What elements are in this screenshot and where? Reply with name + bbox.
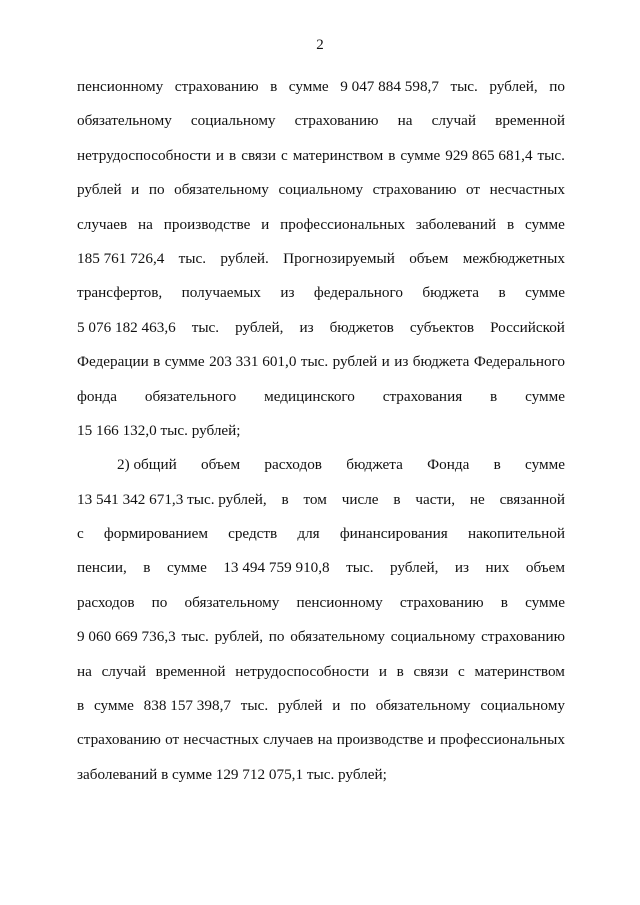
text-word: временной: [155, 662, 226, 680]
text-line: [77, 689, 565, 723]
text-word: объем: [201, 456, 241, 474]
text-word: и: [427, 731, 436, 749]
text-word: средств: [228, 525, 278, 543]
text-word: сумме: [525, 456, 565, 474]
text-word: тыс.: [178, 249, 207, 267]
text-word: 13 494 759 910,8: [223, 559, 330, 577]
text-word: 838 157 398,7: [143, 697, 231, 715]
text-word: и: [332, 697, 341, 715]
text-word: числе: [341, 490, 379, 508]
text-word: тыс.: [450, 78, 478, 95]
text-word: Федерального: [473, 353, 565, 371]
text-word: медицинского: [264, 387, 355, 405]
text-word: рублей: [77, 181, 122, 199]
text-line: [77, 139, 565, 173]
text-word: связанной: [499, 490, 565, 508]
text-word: сумме: [164, 353, 205, 371]
text-word: тыс.: [300, 353, 329, 371]
text-word: бюджета: [346, 456, 403, 474]
text-word: случаев: [263, 731, 314, 749]
text-line: [77, 620, 565, 654]
text-word: тыс.: [191, 318, 220, 336]
text-word: случай: [431, 112, 477, 130]
text-word: в: [396, 662, 404, 680]
text-line: [77, 242, 565, 276]
text-line: [77, 414, 565, 448]
text-word: несчастных: [489, 181, 565, 199]
text-line: [77, 483, 565, 517]
text-word: по: [151, 593, 168, 611]
text-word: временной: [495, 112, 565, 130]
text-word: производстве: [336, 731, 424, 749]
text-word: том: [303, 490, 327, 508]
text-word: от: [465, 181, 481, 199]
text-word: производстве: [163, 215, 251, 233]
text-line: [77, 311, 565, 345]
text-word: из: [299, 318, 314, 336]
text-word: накопительной: [467, 525, 565, 543]
text-word: части,: [415, 490, 456, 508]
text-word: для: [297, 525, 320, 543]
text-word: рублей.: [220, 249, 269, 267]
text-word: не: [469, 490, 485, 508]
text-word: по: [148, 181, 165, 199]
text-word: от: [165, 731, 180, 749]
text-word: случаев: [77, 215, 128, 233]
text-word: обязательному: [174, 181, 269, 199]
page-number: 2: [316, 37, 324, 53]
text-word: сумме: [288, 78, 329, 95]
text-word: обязательному: [290, 628, 386, 646]
text-word: обязательному: [184, 593, 280, 611]
text-word: рублей: [332, 353, 378, 371]
text-word: пенсионному: [77, 78, 164, 95]
text-line: [77, 345, 565, 379]
text-word: социальному: [480, 697, 565, 715]
text-word: сумме: [525, 387, 565, 405]
text-word: рублей: [277, 697, 323, 715]
text-word: объем: [409, 249, 449, 267]
text-word: в: [393, 490, 401, 508]
text-word: страхованию: [372, 181, 457, 199]
text-line: [77, 276, 565, 310]
text-word: из: [394, 353, 409, 371]
text-word: тыс.: [537, 146, 565, 164]
text-word: по: [268, 628, 285, 646]
text-word: расходов: [77, 593, 135, 611]
text-word: формированием: [103, 525, 208, 543]
text-word: заболеваний: [415, 215, 497, 233]
text-word: нетрудоспособности: [77, 146, 211, 164]
text-word: 185 761 726,4: [77, 249, 165, 267]
text-word: с: [281, 146, 288, 164]
text-word: в: [493, 456, 501, 474]
text-word: 929 865 681,4: [445, 146, 533, 164]
text-word: рублей,: [390, 559, 439, 577]
text-word: и: [131, 181, 140, 199]
text-word: с: [77, 525, 84, 543]
text-word: связи: [413, 662, 449, 680]
text-word: страхованию: [481, 628, 565, 646]
text-word: бюджета: [412, 353, 470, 371]
text-word: Федерации: [77, 353, 149, 371]
text-word: по: [549, 78, 565, 95]
text-word: материнством: [292, 146, 384, 164]
text-word: и: [378, 662, 387, 680]
text-word: с: [458, 662, 465, 680]
text-word: в: [229, 146, 237, 164]
text-word: бюджета: [422, 284, 480, 302]
text-word: по: [350, 697, 366, 715]
text-word: объем: [525, 559, 565, 577]
text-word: обязательному: [77, 112, 172, 130]
text-line: [77, 104, 565, 138]
text-word: в: [490, 387, 498, 405]
text-word: из: [454, 559, 470, 577]
text-word: сумме: [525, 593, 565, 611]
text-line: [77, 380, 565, 414]
text-word: расходов: [264, 456, 322, 474]
text-word: федерального: [313, 284, 403, 302]
text-word: обязательному: [375, 697, 471, 715]
text-word: несчастных: [183, 731, 259, 749]
text-word: межбюджетных: [462, 249, 565, 267]
text-word: сумме: [93, 697, 134, 715]
text-word: сумме: [525, 215, 565, 233]
text-word: 5 076 182 463,6: [77, 318, 176, 336]
text-word: нетрудоспособности: [235, 662, 370, 680]
text-word: 9 060 669 736,3: [77, 628, 176, 646]
text-word: в: [153, 353, 161, 371]
text-line: [77, 173, 565, 207]
text-word: заболеваний в сумме 129 712 075,1 тыс. рублей;: [77, 765, 387, 783]
text-word: страхованию: [174, 78, 259, 95]
text-word: на: [317, 731, 333, 749]
text-word: из: [280, 284, 295, 302]
text-word: социальному: [390, 628, 476, 646]
text-line: [77, 448, 565, 482]
text-word: в: [270, 78, 278, 95]
text-word: на: [77, 662, 92, 680]
text-word: в: [281, 490, 289, 508]
text-word: трансфертов,: [77, 284, 163, 302]
text-line: [77, 655, 565, 689]
text-word: Прогнозируемый: [283, 249, 395, 267]
text-word: тыс.: [240, 697, 269, 715]
text-word: получаемых: [181, 284, 261, 302]
text-word: в: [143, 559, 151, 577]
text-word: в: [507, 215, 515, 233]
text-word: рублей,: [489, 78, 538, 95]
text-word: обязательного: [144, 387, 237, 405]
text-word: материнством: [474, 662, 565, 680]
text-line: [77, 758, 565, 792]
text-word: на: [397, 112, 413, 130]
text-word: профессиональных: [280, 215, 406, 233]
text-line: [77, 551, 565, 585]
text-word: субъектов: [409, 318, 475, 336]
text-word: и: [215, 146, 225, 164]
text-line: [77, 586, 565, 620]
text-word: страхованию: [399, 593, 484, 611]
text-word: и: [381, 353, 390, 371]
text-word: в: [77, 697, 85, 715]
text-word: социальному: [278, 181, 364, 199]
text-word: сумме: [400, 146, 441, 164]
text-line: [77, 723, 565, 757]
text-line: [77, 208, 565, 242]
text-word: финансирования: [339, 525, 448, 543]
text-word: пенсии,: [77, 559, 127, 577]
text-word: бюджетов: [329, 318, 394, 336]
text-word: случай: [101, 662, 146, 680]
text-word: связи: [241, 146, 277, 164]
text-line: [77, 70, 565, 104]
text-word: пенсионному: [296, 593, 383, 611]
text-word: Российской: [490, 318, 565, 336]
text-word: в: [500, 593, 508, 611]
text-word: страхованию: [77, 731, 161, 749]
text-word: в: [388, 146, 396, 164]
text-word: 13 541 342 671,3 тыс. рублей,: [77, 490, 267, 508]
text-word: сумме: [166, 559, 207, 577]
text-word: Фонда: [427, 456, 470, 474]
text-word: и: [261, 215, 270, 233]
text-word: профессиональных: [440, 731, 565, 749]
text-word: тыс.: [346, 559, 374, 577]
text-word: тыс.: [181, 628, 209, 646]
text-word: 15 166 132,0 тыс. рублей;: [77, 421, 241, 439]
text-word: 9 047 884 598,7: [340, 78, 439, 95]
text-line: [77, 517, 565, 551]
text-word: сумме: [525, 284, 565, 302]
text-word: в: [498, 284, 506, 302]
text-word: страхованию: [294, 112, 379, 130]
text-word: фонда: [77, 387, 118, 405]
text-word: 203 331 601,0: [209, 353, 297, 371]
text-word: них: [485, 559, 510, 577]
text-word: 2) общий: [117, 456, 177, 474]
document-body: [77, 70, 565, 792]
text-word: социальному: [190, 112, 276, 130]
text-word: рублей,: [235, 318, 284, 336]
text-word: на: [138, 215, 153, 233]
text-word: рублей,: [214, 628, 263, 646]
text-word: страхования: [382, 387, 463, 405]
